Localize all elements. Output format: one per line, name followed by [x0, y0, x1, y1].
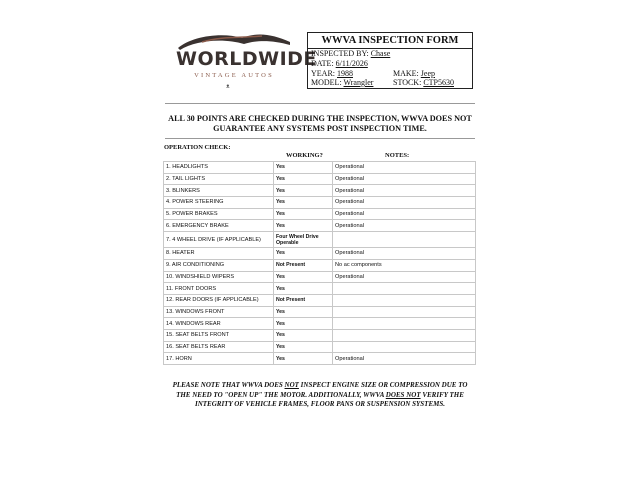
working-cell: Yes [274, 329, 333, 341]
table-row [164, 271, 476, 283]
working-column-header: WORKING? [286, 152, 323, 159]
notes-cell [333, 232, 476, 248]
working-cell: Yes [274, 162, 333, 174]
make-value: Jeep [420, 69, 435, 78]
working-cell: Yes [274, 353, 333, 365]
year-value: 1988 [337, 69, 353, 78]
notes-cell [333, 306, 476, 318]
item-cell: 17. HORN [164, 353, 274, 365]
item-cell: 2. TAIL LIGHTS [164, 173, 274, 185]
date-line [311, 59, 368, 68]
notes-cell: Operational [333, 220, 476, 232]
item-cell: 9. AIR CONDITIONING [164, 259, 274, 271]
notes-cell [333, 294, 476, 306]
table-row [164, 208, 476, 220]
inspection-info-box [307, 32, 473, 89]
year-line [311, 69, 353, 78]
notes-cell: Operational [333, 173, 476, 185]
table-row [164, 341, 476, 353]
top-disclaimer-line-2: GUARANTEE ANY SYSTEMS POST INSPECTION TIME. [213, 124, 427, 133]
logo-subtitle: VINTAGE AUTOS [194, 72, 274, 79]
bottom-text: THE NEED TO "OPEN UP" THE MOTOR. ADDITIONALLY, WWVA [176, 390, 386, 399]
stock-line [393, 78, 454, 87]
table-row [164, 248, 476, 260]
bottom-disclaimer-line-3: INTEGRITY OF VEHICLE FRAMES, FLOOR PANS OR SUSPENSION SYSTEMS. [195, 400, 445, 408]
stock-value: CTP5630 [423, 78, 454, 87]
working-cell: Yes [274, 173, 333, 185]
table-row [164, 173, 476, 185]
notes-cell [333, 329, 476, 341]
bottom-text: VERIFY THE [420, 390, 464, 399]
notes-cell: Operational [333, 197, 476, 209]
bottom-not-emphasis: NOT [284, 381, 299, 389]
bottom-disclaimer [160, 381, 480, 410]
date-value: 6/11/2026 [335, 59, 368, 68]
working-cell: Yes [274, 185, 333, 197]
item-cell: 13. WINDOWS FRONT [164, 306, 274, 318]
notes-cell: Operational [333, 271, 476, 283]
date-label: DATE: [311, 59, 334, 68]
top-disclaimer [160, 114, 480, 134]
model-value: Wrangler [343, 78, 374, 87]
bottom-does-not-emphasis: DOES NOT [385, 390, 421, 399]
bottom-disclaimer-line-1 [160, 381, 480, 391]
notes-cell: Operational [333, 208, 476, 220]
item-cell: 8. HEATER [164, 248, 274, 260]
stock-label: STOCK: [393, 78, 422, 87]
disclaimer-divider [165, 138, 475, 139]
notes-cell: Operational [333, 162, 476, 174]
table-row [164, 197, 476, 209]
working-line-1: Four Wheel Drive [276, 233, 319, 240]
operation-check-heading: OPERATION CHECK: [164, 144, 231, 151]
item-cell: 15. SEAT BELTS FRONT [164, 329, 274, 341]
notes-cell: No ac components [333, 259, 476, 271]
table-row [164, 220, 476, 232]
notes-cell [333, 341, 476, 353]
item-cell: 12. REAR DOORS (IF APPLICABLE) [164, 294, 274, 306]
inspected-by-line [311, 49, 390, 58]
working-cell: Yes [274, 306, 333, 318]
item-cell: 1. HEADLIGHTS [164, 162, 274, 174]
working-cell: Yes [274, 220, 333, 232]
notes-column-header: NOTES: [385, 152, 410, 159]
table-row [164, 259, 476, 271]
item-cell: 5. POWER BRAKES [164, 208, 274, 220]
item-cell: 4. POWER STEERING [164, 197, 274, 209]
top-disclaimer-line-1: ALL 30 POINTS ARE CHECKED DURING THE INSPECTION, WWVA DOES NOT [168, 114, 472, 123]
table-row [164, 232, 476, 248]
bottom-disclaimer-line-2 [160, 391, 480, 401]
working-cell [274, 232, 333, 248]
item-cell: 6. EMERGENCY BRAKE [164, 220, 274, 232]
year-label: YEAR: [311, 69, 335, 78]
model-label: MODEL: [311, 78, 342, 87]
working-cell: Yes [274, 208, 333, 220]
bottom-text: INSPECT ENGINE SIZE OR COMPRESSION DUE TO [298, 381, 468, 389]
table-row [164, 294, 476, 306]
working-cell: Yes [274, 283, 333, 295]
table-row [164, 318, 476, 330]
notes-cell: Operational [333, 353, 476, 365]
inspected-by-value: Chase [370, 49, 391, 58]
item-cell: 10. WINDSHIELD WIPERS [164, 271, 274, 283]
item-cell: 14. WINDOWS REAR [164, 318, 274, 330]
notes-cell: Operational [333, 185, 476, 197]
table-row [164, 329, 476, 341]
table-row [164, 185, 476, 197]
table-row [164, 283, 476, 295]
notes-cell [333, 283, 476, 295]
working-cell: Not Present [274, 294, 333, 306]
working-cell: Yes [274, 271, 333, 283]
item-cell: 3. BLINKERS [164, 185, 274, 197]
working-cell: Yes [274, 248, 333, 260]
logo-mark-icon: ᴥ [226, 84, 230, 90]
model-line [311, 78, 373, 87]
table-row [164, 353, 476, 365]
notes-cell [333, 318, 476, 330]
notes-cell: Operational [333, 248, 476, 260]
inspected-by-label: INSPECTED BY: [311, 49, 369, 58]
working-cell: Yes [274, 197, 333, 209]
header-divider [165, 103, 475, 104]
working-cell: Yes [274, 341, 333, 353]
table-row [164, 162, 476, 174]
logo-wordmark: WORLDWIDE [176, 48, 317, 70]
form-title: WWVA INSPECTION FORM [321, 35, 459, 46]
bottom-text: PLEASE NOTE THAT WWVA DOES [172, 381, 285, 389]
table-row [164, 306, 476, 318]
item-cell: 16. SEAT BELTS REAR [164, 341, 274, 353]
working-cell: Not Present [274, 259, 333, 271]
make-line [393, 69, 435, 78]
worldwide-logo [172, 28, 317, 92]
item-cell: 7. 4 WHEEL DRIVE (IF APPLICABLE) [164, 232, 274, 248]
working-line-2: Operable [276, 239, 299, 246]
make-label: MAKE: [393, 69, 419, 78]
item-cell: 11. FRONT DOORS [164, 283, 274, 295]
operation-check-table [163, 161, 476, 365]
working-cell: Yes [274, 318, 333, 330]
